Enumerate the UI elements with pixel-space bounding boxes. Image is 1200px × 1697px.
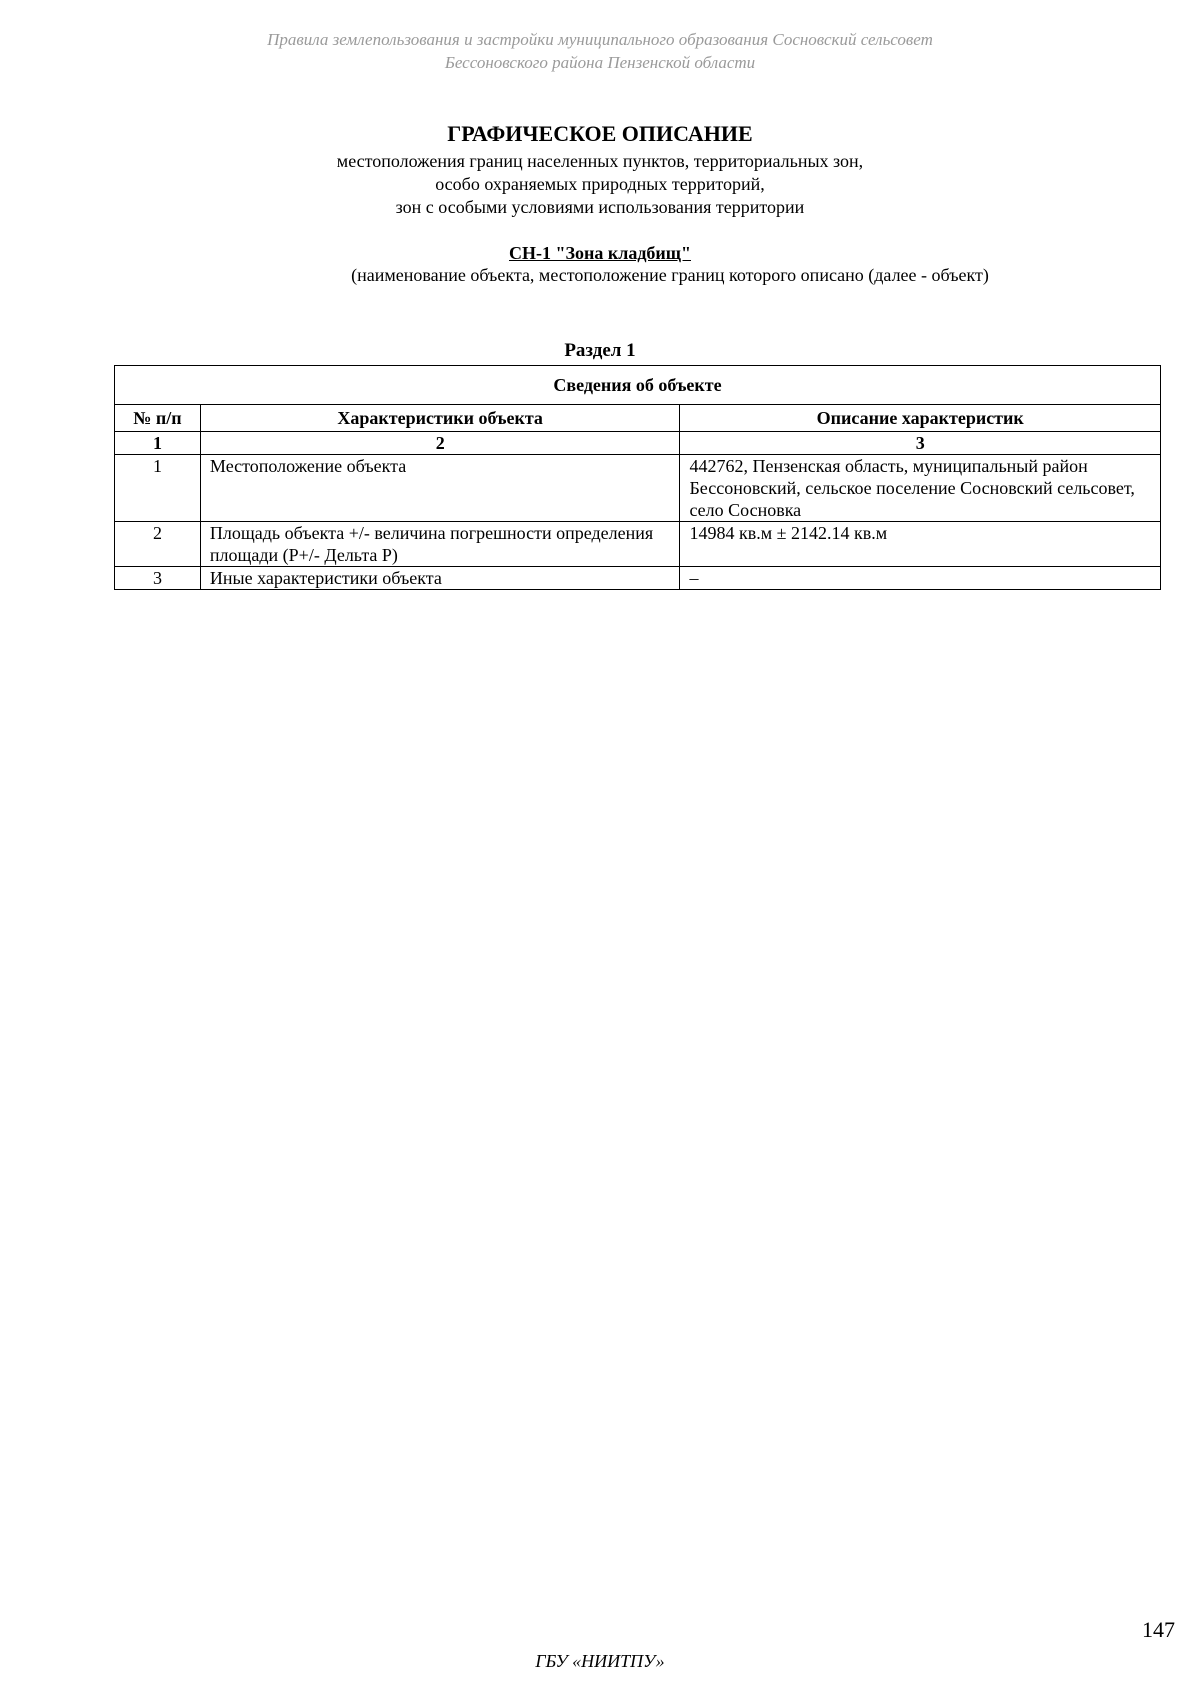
row-number: 2 [115, 522, 201, 567]
running-header [0, 28, 1200, 74]
row-characteristic: Местоположение объекта [200, 455, 680, 522]
col-header-number: № п/п [115, 405, 201, 432]
section-title: Раздел 1 [564, 340, 636, 361]
object-name: СН-1 "Зона кладбищ" [509, 243, 691, 263]
row-characteristic: Иные характеристики объекта [200, 567, 680, 590]
table-section-header: Сведения об объекте [115, 366, 1161, 405]
document-title: ГРАФИЧЕСКОЕ ОПИСАНИЕ [447, 121, 753, 146]
document-subtitle [250, 150, 950, 219]
running-header-line1: Правила землепользования и застройки муниципального образования Сосновский сельсовет [267, 30, 933, 49]
col-number-2: 2 [200, 432, 680, 455]
table-row [115, 567, 1161, 590]
col-header-characteristic: Характеристики объекта [200, 405, 680, 432]
page-number: 147 [1142, 1617, 1175, 1642]
row-description: 442762, Пензенская область, муниципальный район Бессоновский, сельское поселение Сосновский сельсовет, село Сосновка [680, 455, 1161, 522]
object-info-table [114, 365, 1161, 590]
subtitle-line1: местоположения границ населенных пунктов, территориальных зон, [336, 151, 864, 171]
col-number-1: 1 [115, 432, 201, 455]
running-header-line2: Бессоновского района Пензенской области [444, 53, 756, 72]
row-characteristic: Площадь объекта +/- величина погрешности определения площади (Р+/- Дельта Р) [200, 522, 680, 567]
table-row [115, 455, 1161, 522]
row-number: 1 [115, 455, 201, 522]
subtitle-line3: зон с особыми условиями использования территории [395, 197, 805, 217]
object-note: (наименование объекта, местоположение границ которого описано (далее - объект) [351, 265, 989, 285]
running-footer: ГБУ «НИИТПУ» [535, 1651, 665, 1671]
col-number-3: 3 [680, 432, 1161, 455]
row-description: 14984 кв.м ± 2142.14 кв.м [680, 522, 1161, 567]
row-number: 3 [115, 567, 201, 590]
table-row [115, 522, 1161, 567]
col-header-description: Описание характеристик [680, 405, 1161, 432]
row-description: – [680, 567, 1161, 590]
subtitle-line2: особо охраняемых природных территорий, [435, 174, 765, 194]
